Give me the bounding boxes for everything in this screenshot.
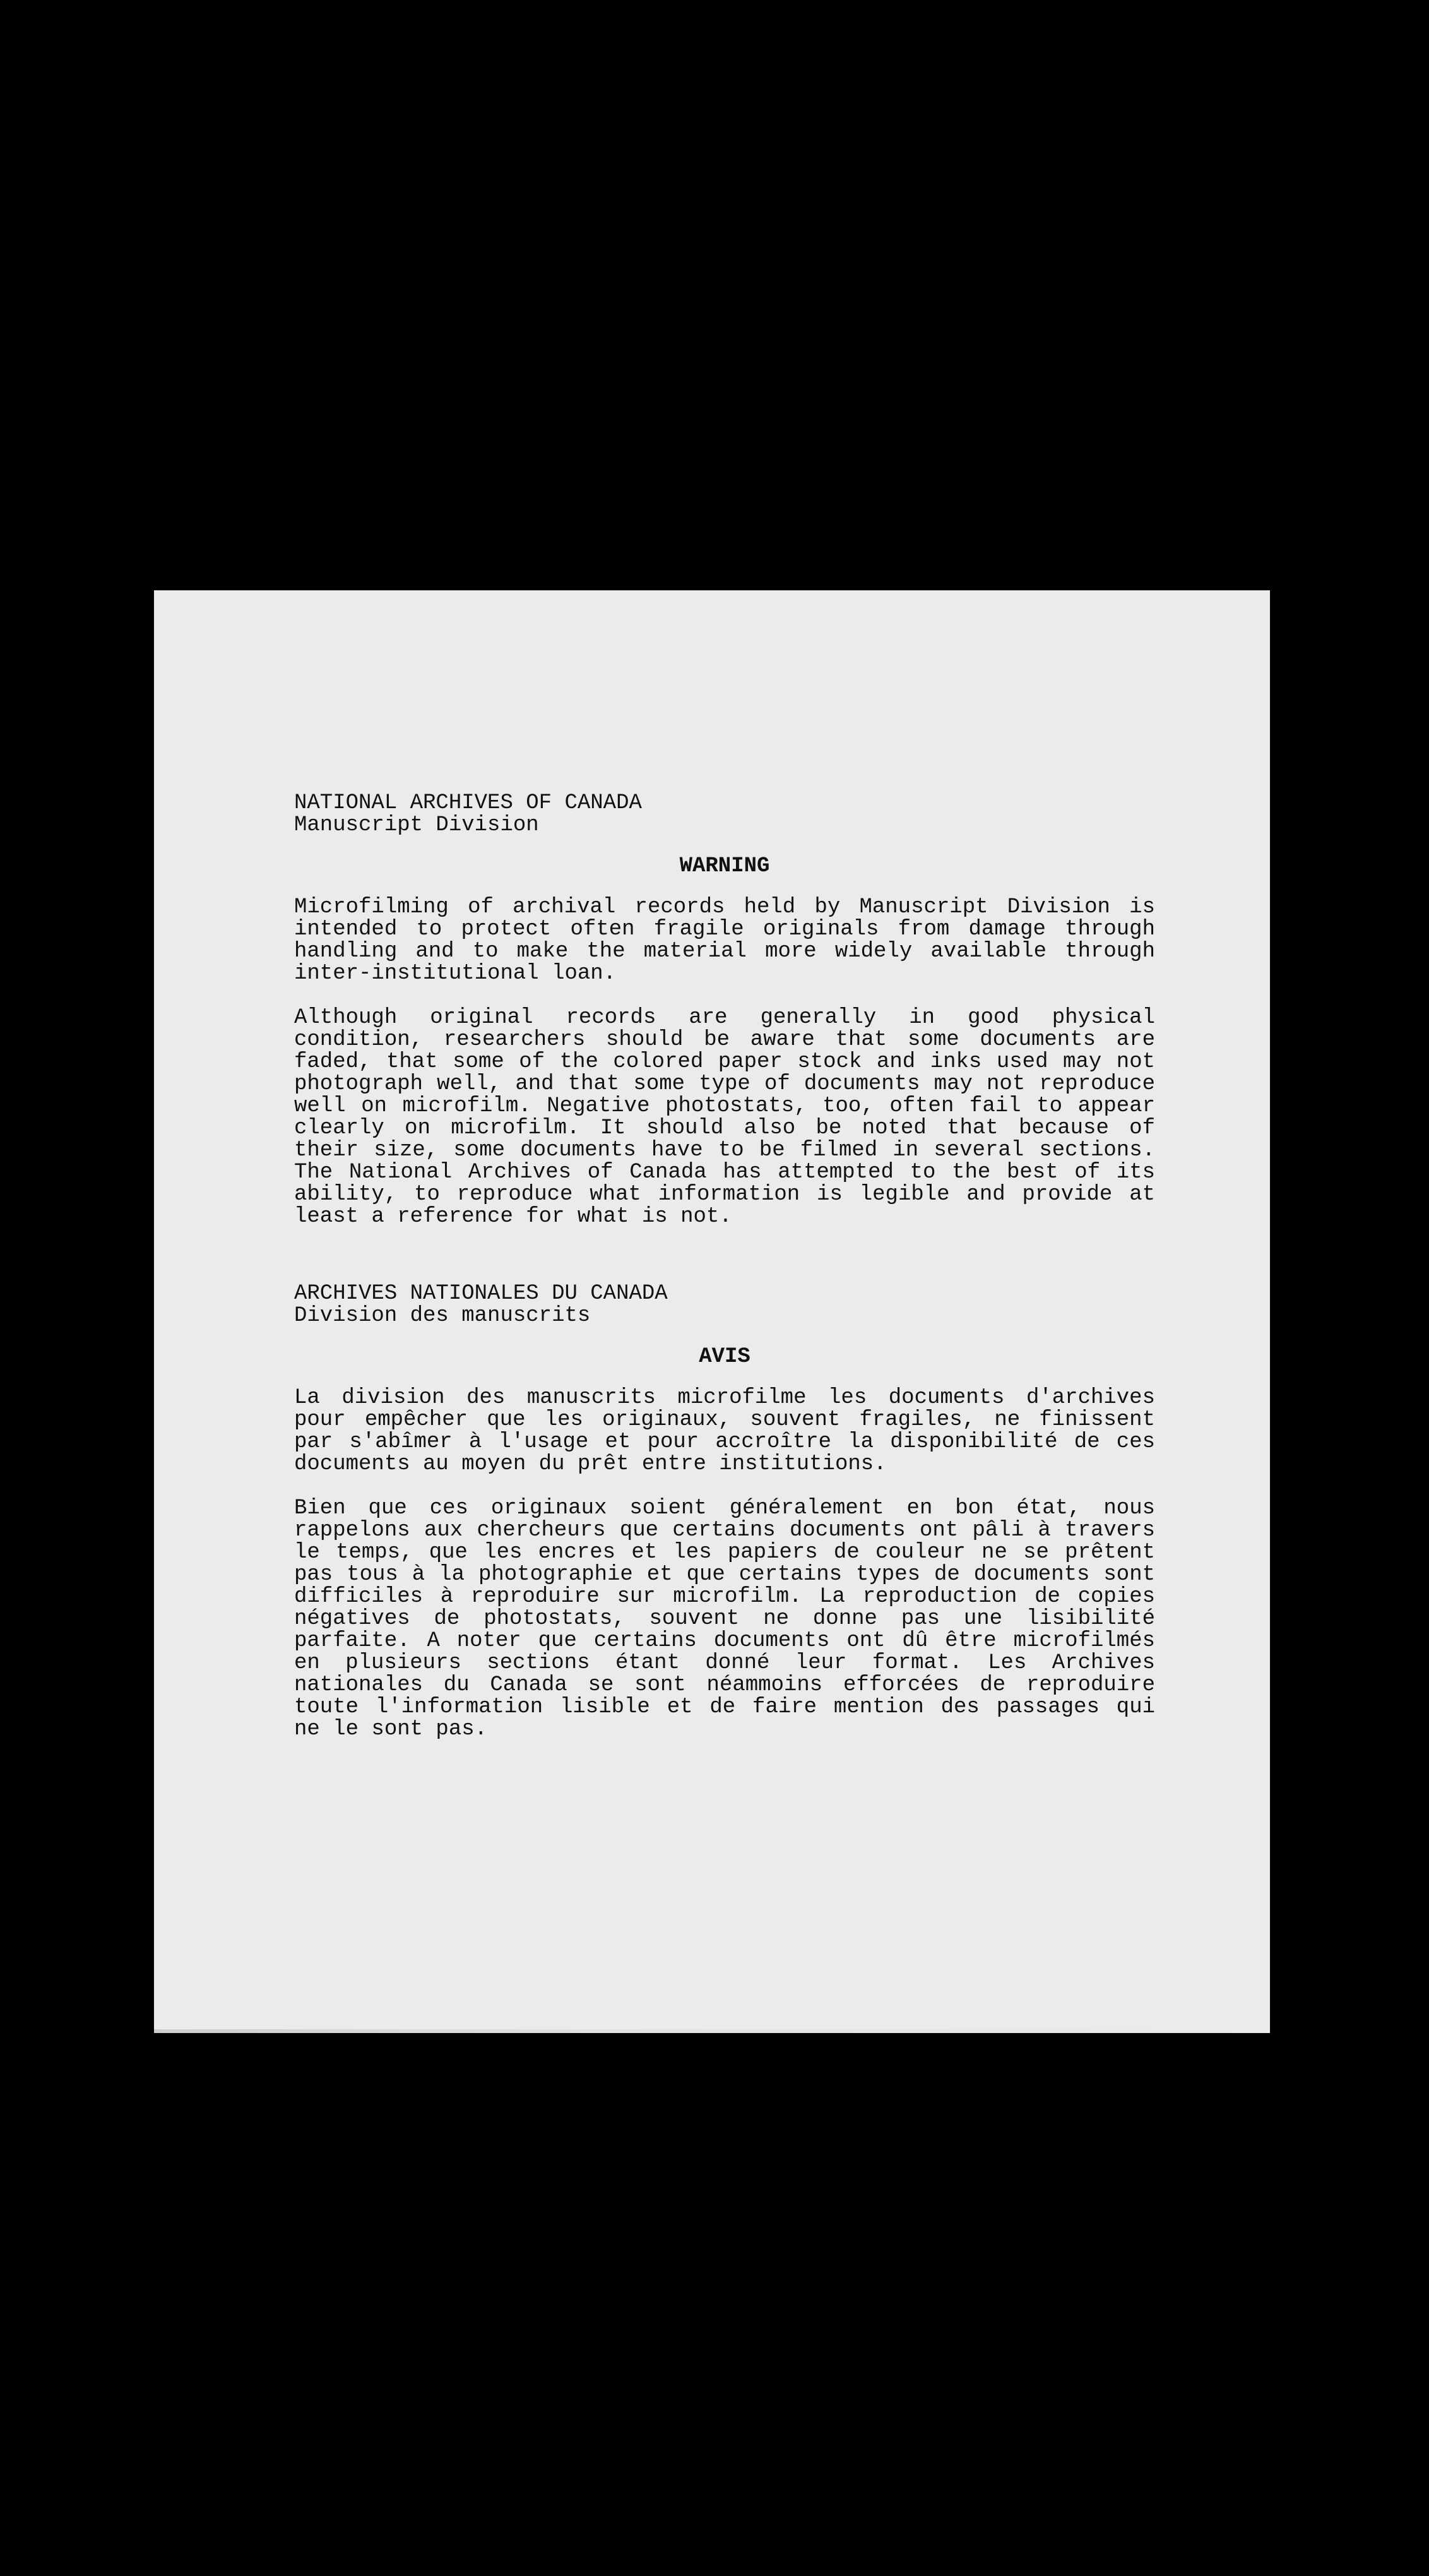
french-division-name: Division des manuscrits	[294, 1304, 591, 1328]
french-paragraph-1: La division des manuscrits microfilme les documents d'archives pour empêcher que les originaux, souvent fragiles, ne finissent par s'abîmer à l'usage et pour accroître la disponibilité de ces documents au moyen du prêt entre institutions.	[294, 1386, 1155, 1476]
english-paragraph-2: Although original records are generally in good physical condition, researchers should be aware that some documents are faded, that some of the colored paper stock and inks used may not photograph well, and that some type of documents may not reproduce well on microfilm. Negative photostats, too, often fail to appear clearly on microfilm. It should also be noted that because of their size, some documents have to be filmed in several sections. The National Archives of Canada has attempted to the best of its ability, to reproduce what information is legible and provide at least a reference for what is not.	[294, 1006, 1155, 1229]
french-org-name: ARCHIVES NATIONALES DU CANADA	[294, 1282, 668, 1306]
page-bottom-edge	[154, 2029, 1270, 2033]
section-divider-space	[294, 1250, 1155, 1283]
scanned-document-page	[154, 590, 1270, 2033]
english-paragraph-1: Microfilming of archival records held by Manuscript Division is intended to protect often fragile originals from damage through handling and to make the material more widely available through inter-institutional loan.	[294, 895, 1155, 986]
avis-heading: AVIS	[699, 1345, 750, 1369]
document-content	[294, 792, 1155, 1763]
french-section	[294, 1283, 1155, 1741]
french-paragraph-2: Bien que ces originaux soient généralement en bon état, nous rappelons aux chercheurs que certains documents ont pâli à travers le temps, que les encres et les papiers de couleur ne se prêtent pas tous à la photographie et que certains types de documents sont difficiles à reproduire sur microfilm. La reproduction de copies négatives de photostats, souvent ne donne pas une lisibilité parfaite. A noter que certains documents ont dû être microfilmés en plusieurs sections étant donné leur format. Les Archives nationales du Canada se sont néammoins efforcées de reproduire toute l'information lisible et de faire mention des passages qui ne le sont pas.	[294, 1496, 1155, 1741]
english-division-name: Manuscript Division	[294, 813, 539, 837]
english-org-name: NATIONAL ARCHIVES OF CANADA	[294, 791, 642, 815]
warning-heading: WARNING	[679, 854, 770, 878]
english-section	[294, 792, 1155, 1228]
